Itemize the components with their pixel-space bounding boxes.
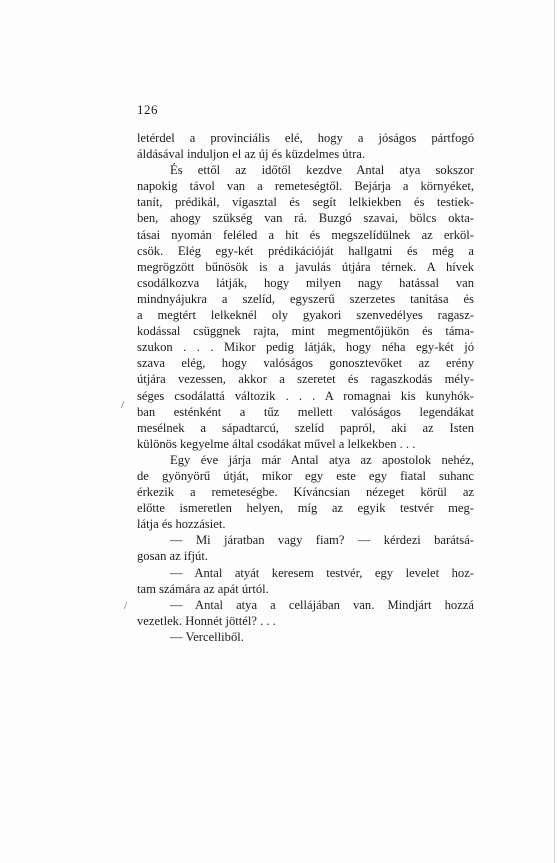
- text-line: mindnyájukra a szelíd, egyszerű szerzetes tanítása és: [137, 291, 474, 306]
- text-line: tásai nyomán feléled a hit és megszelídülnek az erköl-: [137, 227, 474, 242]
- text-line: szukon . . . Mikor pedig látják, hogy néha egy-két jó: [137, 340, 474, 355]
- margin-mark: /: [124, 600, 128, 612]
- text-line: tanít, prédikál, vígasztal és segít lelkiekben és testiek-: [137, 195, 474, 210]
- body-text: [137, 130, 474, 645]
- text-line: — Mi járatban vagy fiam? — kérdezi barátsá-: [170, 533, 474, 548]
- text-line: a megtért lelkeknél oly gyakori szenvedélyes ragasz-: [137, 308, 474, 323]
- text-line: — Vercelliből.: [170, 629, 244, 644]
- page-edge: [554, 0, 555, 863]
- text-line: de gyönyörű útját, mikor egy este egy fiatal suhanc: [137, 468, 474, 483]
- text-line: érkezik a remeteségbe. Kíváncsian nézeget körül az: [137, 485, 474, 500]
- page-number: 126: [137, 102, 158, 117]
- text-line: megrögzött bűnösök is a javulás útjára térnek. A hívek: [137, 259, 474, 274]
- margin-mark: /: [121, 399, 125, 411]
- text-line: Egy éve járja már Antal atya az apostolok nehéz,: [170, 452, 474, 467]
- text-line: áldásával induljon el az új és küzdelmes útra.: [137, 147, 366, 162]
- text-line: ben, ahogy szükség van rá. Buzgó szavai, bölcs okta-: [137, 211, 474, 226]
- text-line: csök. Elég egy-két prédikációját hallgatni és még a: [137, 243, 474, 258]
- text-line: — Antal atya a cellájában van. Mindjárt hozzá: [170, 597, 474, 612]
- text-line: látja és hozzásiet.: [137, 517, 226, 532]
- text-line: — Antal atyát keresem testvér, egy levelet hoz-: [170, 565, 474, 580]
- text-line: gosan az ifjút.: [137, 549, 208, 564]
- text-line: letérdel a provinciális elé, hogy a jóságos pártfogó: [137, 131, 474, 145]
- text-line: előtte ismeretlen helyen, míg az egyik testvér meg-: [137, 501, 474, 516]
- text-line: szava elég, hogy valóságos gonosztevőket az erény: [137, 356, 474, 371]
- text-line: mesélnek a sápadtarcú, szelíd papról, aki az Isten: [137, 420, 474, 435]
- text-line: különös kegyelme által csodákat művel a lelkekben . . .: [137, 436, 416, 451]
- text-line: séges csodálattá változik . . . A romagnai kis kunyhók-: [137, 388, 474, 403]
- text-line: ban esténként a tűz mellett valóságos legendákat: [137, 404, 474, 419]
- text-line: vezetlek. Honnét jöttél? . . .: [137, 613, 276, 628]
- text-line: útjára vezessen, akkor a szeretet és ragaszkodás mély-: [137, 372, 474, 387]
- text-line: csodálkozva látják, hogy milyen nagy hatással van: [137, 275, 474, 290]
- text-line: napokig távol van a remeteségtől. Bejárja a környéket,: [137, 179, 474, 194]
- text-line: tam számára az apát úrtól.: [137, 581, 269, 596]
- text-line: És ettől az időtől kezdve Antal atya sokszor: [170, 163, 474, 178]
- text-line: kodással csüggnek rajta, mint megmentőjükön és táma-: [137, 324, 474, 339]
